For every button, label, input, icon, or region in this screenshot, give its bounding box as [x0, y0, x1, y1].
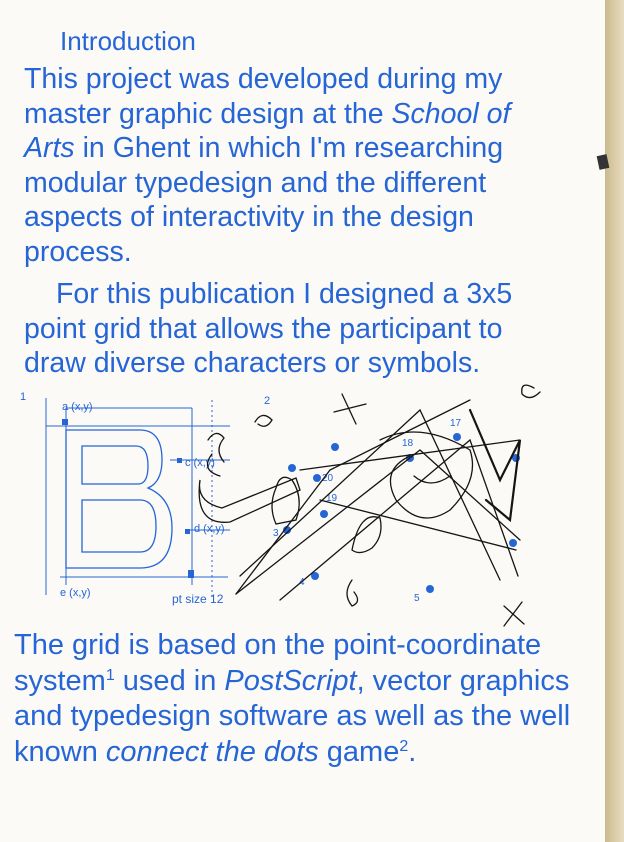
pipe-shape	[199, 478, 300, 522]
swirl-2	[255, 415, 272, 426]
footnote-2: 2	[399, 737, 409, 755]
closing-text-c: , vector graphics and typedesign software as well as the well known	[14, 664, 571, 768]
closing-text-b: used in	[114, 664, 225, 697]
stroke-1	[236, 400, 470, 594]
intro-paragraph-2: For this publication I designed a 3x5 point grid that allows the participant to draw diverse characters or symbols.	[24, 278, 513, 379]
construction-grid	[46, 398, 230, 600]
letter-b-outline	[66, 430, 172, 568]
dot-numbers	[273, 418, 462, 604]
hair-scribble	[470, 410, 520, 520]
star-bottom	[504, 602, 524, 626]
grid-markers	[62, 419, 194, 578]
grid-figure	[0, 380, 605, 630]
label-a: a (x,y)	[62, 401, 93, 413]
intro-text-a: This project was developed during my master graphic design at the	[24, 63, 503, 130]
dot-number-4: 4	[299, 577, 305, 588]
closing-paragraph	[14, 628, 574, 770]
intro-paragraph-1	[24, 62, 564, 269]
label-2: 2	[264, 395, 271, 407]
label-e: e (x,y)	[60, 587, 91, 599]
label-pt-size: pt size 12	[172, 592, 224, 606]
school-name: School of Arts	[24, 97, 511, 164]
section-heading: Introduction	[60, 26, 196, 56]
swirl-corner	[522, 385, 540, 397]
hand-drawing	[199, 385, 540, 626]
dot-number-19: 19	[326, 493, 338, 504]
intro-text-b: in Ghent in which I'm researching modular typedesign and the different aspects of interactivity in the design process.	[24, 132, 504, 268]
connect-dots	[283, 433, 520, 593]
grid-labels	[20, 391, 270, 606]
footnote-1: 1	[105, 666, 115, 684]
dot-number-3: 3	[273, 528, 279, 539]
dot-number-18: 18	[402, 438, 414, 449]
dot-number-17: 17	[450, 418, 462, 429]
face-circle	[380, 432, 473, 518]
label-d: d (x,y)	[194, 523, 225, 535]
closing-text-a: The grid is based on the point-coordinate system	[14, 629, 542, 697]
label-c: c (x,y)	[185, 457, 215, 469]
closing-text-d: game	[318, 735, 400, 768]
stroke-6	[320, 500, 516, 550]
label-1: 1	[20, 391, 27, 403]
stroke-4	[240, 410, 500, 580]
closing-text-e: .	[408, 735, 417, 768]
dot-number-5: 5	[414, 593, 420, 604]
connect-the-dots: connect the dots	[105, 735, 319, 768]
star-top	[334, 394, 366, 424]
thumb-right	[352, 517, 381, 553]
stroke-2	[236, 450, 520, 594]
dot-number-20: 20	[322, 473, 334, 484]
swirl-bottom	[347, 580, 358, 606]
postscript-name: PostScript	[224, 664, 357, 697]
book-edge	[605, 0, 624, 842]
